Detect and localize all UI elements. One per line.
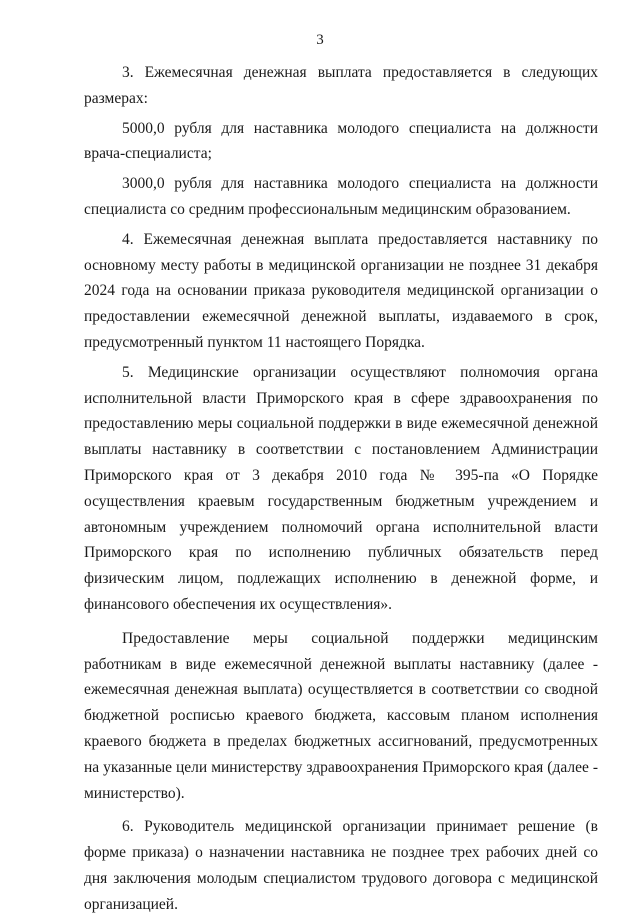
paragraph-item-6: 6. Руководитель медицинской организации принимает решение (в форме приказа) о назначении наставника не позднее трех рабочих дней со дня заключения молодым специалистом трудового договора с медицинской организацией. (84, 818, 598, 913)
paragraph-amount-mid-level: 3000,0 рубля для наставника молодого специалиста на должности специалиста со средним профессиональным медицинским образованием. (84, 175, 598, 218)
page-number: 3 (316, 32, 324, 48)
paragraph-item-3: 3. Ежемесячная денежная выплата предоставляется в следующих размерах: (84, 64, 598, 107)
paragraph-amount-doctor: 5000,0 рубля для наставника молодого специалиста на должности врача-специалиста; (84, 119, 598, 163)
paragraph-item-4: 4. Ежемесячная денежная выплата предоставляется наставнику по основному месту работы в медицинской организации не позднее 31 декабря 2024 года на основании приказа руководителя медицинской организации о предоставлении ежемесячной денежной выплаты, издаваемого в срок, предусмотренный пунктом 11 настоящего Порядка. (84, 230, 598, 351)
paragraph-item-5: 5. Медицинские организации осуществляют полномочия органа исполнительной власти Приморского края в сфере здравоохранения по предоставлению меры социальной поддержки в виде ежемесячной денежной выплаты наставнику в соответствии с постановлением Администрации Приморского края от 3 декабря 2010 года № 395-па «О Порядке осуществления краевым государственным бюджетным учреждением и автономным учреждением полномочий органа исполнительной власти Приморского края по исполнению публичных обязательств перед физическим лицом, подлежащих исполнению в денежной форме, и финансового обеспечения их осуществления». (84, 363, 598, 613)
paragraph-budget: Предоставление меры социальной поддержки медицинским работникам в виде ежемесячной денежной выплаты наставнику (далее - ежемесячная денежная выплата) осуществляется в соответствии со сводной бюджетной росписью краевого бюджета, кассовым планом исполнения краевого бюджета в пределах бюджетных ассигнований, предусмотренных на указанные цели министерству здравоохранения Приморского края (далее - министерство). (84, 629, 598, 802)
document-body (84, 60, 598, 918)
